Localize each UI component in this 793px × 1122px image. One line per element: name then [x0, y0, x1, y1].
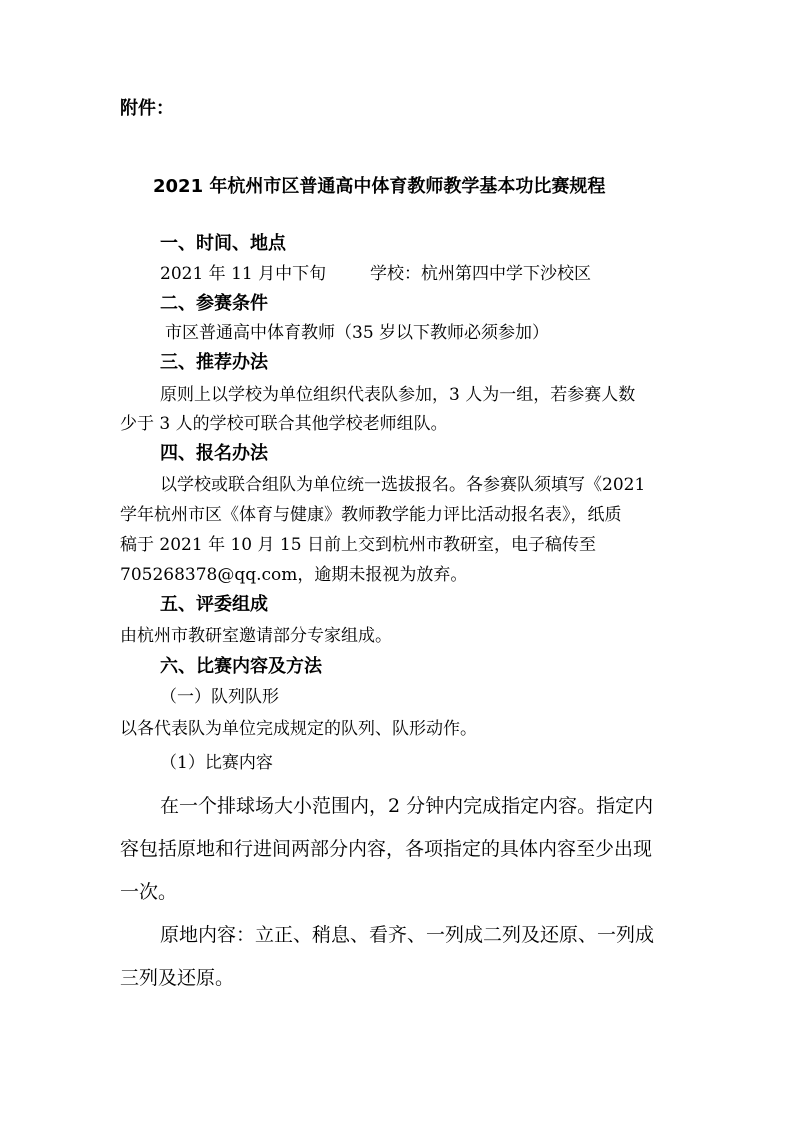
section-6-sub1-line-1: 以各代表队为单位完成规定的队列、队形动作。 — [120, 719, 477, 739]
section-6-para-1-line-2: 容包括原地和行进间两部分内容，各项指定的具体内容至少出现 — [120, 838, 653, 860]
section-6-heading: 六、比赛内容及方法 — [160, 656, 322, 677]
section-6-para-1-line-1: 在一个排球场大小范围内，2 分钟内完成指定内容。指定内 — [160, 795, 654, 817]
section-6-para-2-line-2: 三列及还原。 — [120, 967, 235, 989]
section-1-time: 2021 年 11 月中下旬 — [160, 264, 327, 284]
section-6-para-1-line-3: 一次。 — [120, 881, 178, 903]
section-4-line-1: 以学校或联合组队为单位统一选拔报名。各参赛队须填写《2021 — [160, 475, 646, 495]
section-1-heading: 一、时间、地点 — [160, 233, 286, 254]
document-title: 2021 年杭州市区普通高中体育教师教学基本功比赛规程 — [153, 176, 606, 197]
section-4-heading: 四、报名办法 — [160, 443, 268, 464]
section-6-subheading-1: （一）队列队形 — [160, 687, 279, 707]
section-5-heading: 五、评委组成 — [160, 594, 268, 615]
section-2-line-1: 市区普通高中体育教师（35 岁以下教师必须参加） — [165, 323, 550, 343]
section-3-line-2: 少于 3 人的学校可联合其他学校老师组队。 — [120, 414, 448, 434]
section-6-para-2-line-1: 原地内容：立正、稍息、看齐、一列成二列及还原、一列成 — [160, 924, 655, 946]
section-4-line-3: 稿于 2021 年 10 月 15 日前上交到杭州市教研室，电子稿传至 — [120, 535, 596, 555]
section-5-line-1: 由杭州市教研室邀请部分专家组成。 — [120, 626, 392, 646]
section-3-heading: 三、推荐办法 — [160, 352, 268, 373]
section-6-item-1: （1）比赛内容 — [160, 753, 273, 773]
section-4-line-2: 学年杭州市区《体育与健康》教师教学能力评比活动报名表》，纸质 — [120, 505, 622, 525]
section-3-line-1: 原则上以学校为单位组织代表队参加，3 人为一组，若参赛人数 — [160, 385, 636, 405]
section-4-line-4: 705268378@qq.com，逾期未报视为放弃。 — [120, 565, 468, 585]
section-2-heading: 二、参赛条件 — [160, 293, 268, 314]
section-1-location: 学校：杭州第四中学下沙校区 — [370, 264, 591, 284]
attachment-label: 附件： — [120, 98, 174, 119]
